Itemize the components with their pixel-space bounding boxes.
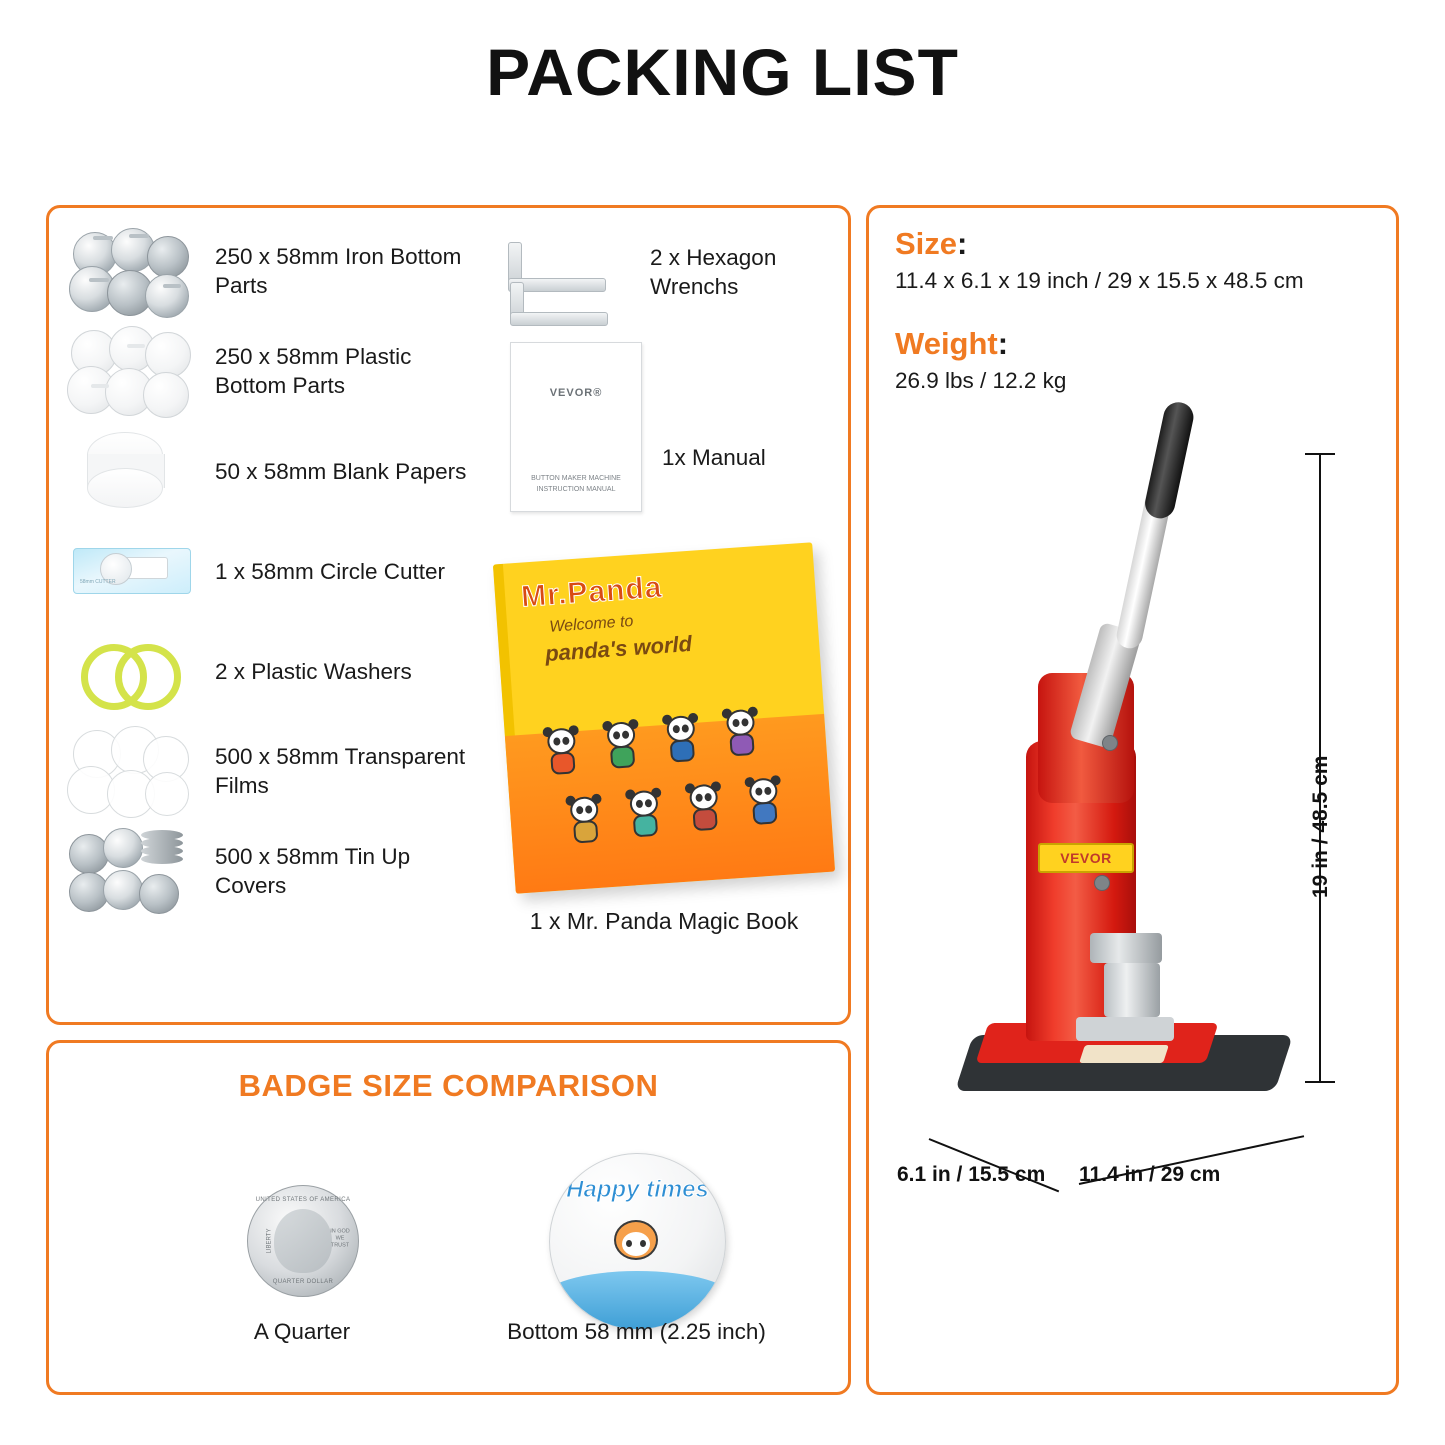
weight-colon: :: [997, 326, 1009, 361]
machine-handle-grip: [1142, 399, 1196, 521]
list-item: [67, 226, 467, 318]
manual-brand: VEVOR®: [549, 387, 603, 399]
hexagon-wrench-label: 2 x Hexagon Wrenchs: [650, 245, 777, 299]
iron-bottom-parts-icon: [67, 226, 207, 318]
page-title: PACKING LIST: [486, 35, 959, 109]
height-dimension-tick-top: [1305, 453, 1335, 455]
machine-lower-die: [1104, 963, 1160, 1017]
list-item: [67, 626, 467, 718]
panda-character: [600, 721, 643, 772]
book-subtitle-2: panda's world: [544, 630, 693, 667]
weight-spec: [895, 326, 1066, 394]
manual-icon: [510, 342, 642, 512]
size-colon: :: [957, 226, 968, 261]
quarter-coin-icon: [247, 1185, 359, 1297]
transparent-films-icon: [67, 726, 207, 818]
manual-label: 1x Manual: [662, 445, 766, 470]
plastic-bottom-parts-icon: [67, 326, 207, 418]
button-badge-icon: [549, 1153, 726, 1330]
hexagon-wrench-icon: [504, 236, 624, 316]
width-dimension-text: 11.4 in / 29 cm: [1079, 1163, 1221, 1186]
coin-right-text: IN GOD WE TRUST: [330, 1228, 350, 1249]
depth-dimension-text: 6.1 in / 15.5 cm: [897, 1163, 1046, 1186]
list-item: [67, 726, 467, 818]
machine-tray: [1079, 1045, 1169, 1063]
packing-items-list: [67, 226, 467, 926]
hexagon-wrench-row: [504, 226, 834, 336]
machine-bolt: [1102, 735, 1118, 751]
panda-character: [742, 777, 785, 828]
manual-row: [504, 336, 834, 546]
list-item-label: 1 x 58mm Circle Cutter: [215, 558, 446, 584]
magic-book-caption: 1 x Mr. Panda Magic Book: [529, 908, 799, 934]
book-subtitle-1: Welcome to: [548, 612, 634, 636]
panda-character: [563, 795, 606, 846]
list-item: [67, 326, 467, 418]
coin-bottom-text: QUARTER DOLLAR: [272, 1279, 334, 1285]
machine-plate: [1076, 1017, 1174, 1041]
list-item-label: 250 x 58mm Iron Bottom Parts: [215, 244, 462, 298]
quarter-caption: A Quarter: [253, 1319, 351, 1344]
panda-character: [623, 789, 666, 840]
badge-comparison-title: BADGE SIZE COMPARISON: [238, 1068, 659, 1103]
circle-cutter-icon: 58mm CUTTER: [67, 526, 207, 618]
list-item: [67, 826, 467, 918]
coin-face: [274, 1209, 332, 1273]
accessories-column: [504, 226, 834, 546]
weight-value: 26.9 lbs / 12.2 kg: [895, 368, 1067, 393]
list-item-label: 2 x Plastic Washers: [215, 658, 412, 684]
tin-up-covers-icon: [67, 826, 207, 918]
blank-papers-icon: [67, 426, 207, 518]
panda-character: [541, 727, 584, 778]
plastic-washers-icon: [67, 626, 207, 718]
height-dimension-tick-bottom: [1305, 1081, 1335, 1083]
manual-caption: BUTTON MAKER MACHINE INSTRUCTION MANUAL: [531, 475, 621, 493]
panda-character: [660, 714, 703, 765]
packing-contents-panel: [46, 205, 851, 1025]
machine-brand-label: VEVOR: [1038, 843, 1134, 873]
badge-text: Happy times: [566, 1176, 709, 1203]
list-item: [67, 426, 467, 518]
list-item-label: 500 x 58mm Tin Up Covers: [215, 844, 411, 898]
list-item-label: 500 x 58mm Transparent Films: [215, 744, 466, 798]
button-maker-machine-image: [964, 443, 1294, 1103]
size-label: Size: [895, 226, 958, 261]
size-spec: [895, 226, 1304, 294]
weight-label: Weight: [895, 326, 998, 361]
badge-caption: Bottom 58 mm (2.25 inch): [507, 1319, 766, 1344]
panda-character: [720, 708, 763, 759]
panda-character: [683, 783, 726, 834]
height-dimension-text: 19 in / 48.5 cm: [1309, 755, 1332, 898]
machine-bolt: [1094, 875, 1110, 891]
machine-upper-die: [1090, 933, 1162, 963]
size-value: 11.4 x 6.1 x 19 inch / 29 x 15.5 x 48.5 cm: [895, 268, 1304, 293]
list-item: [67, 526, 467, 618]
badge-comparison-panel: [46, 1040, 851, 1395]
coin-top-text: UNITED STATES OF AMERICA: [255, 1197, 351, 1203]
list-item-label: 250 x 58mm Plastic Bottom Parts: [215, 344, 412, 398]
list-item-label: 50 x 58mm Blank Papers: [215, 458, 467, 484]
specifications-panel: [866, 205, 1399, 1395]
badge-character: [606, 1216, 668, 1278]
coin-left-text: LIBERTY: [266, 1228, 273, 1254]
book-title: Mr.Panda: [520, 570, 664, 614]
magic-book-icon: [493, 542, 835, 894]
